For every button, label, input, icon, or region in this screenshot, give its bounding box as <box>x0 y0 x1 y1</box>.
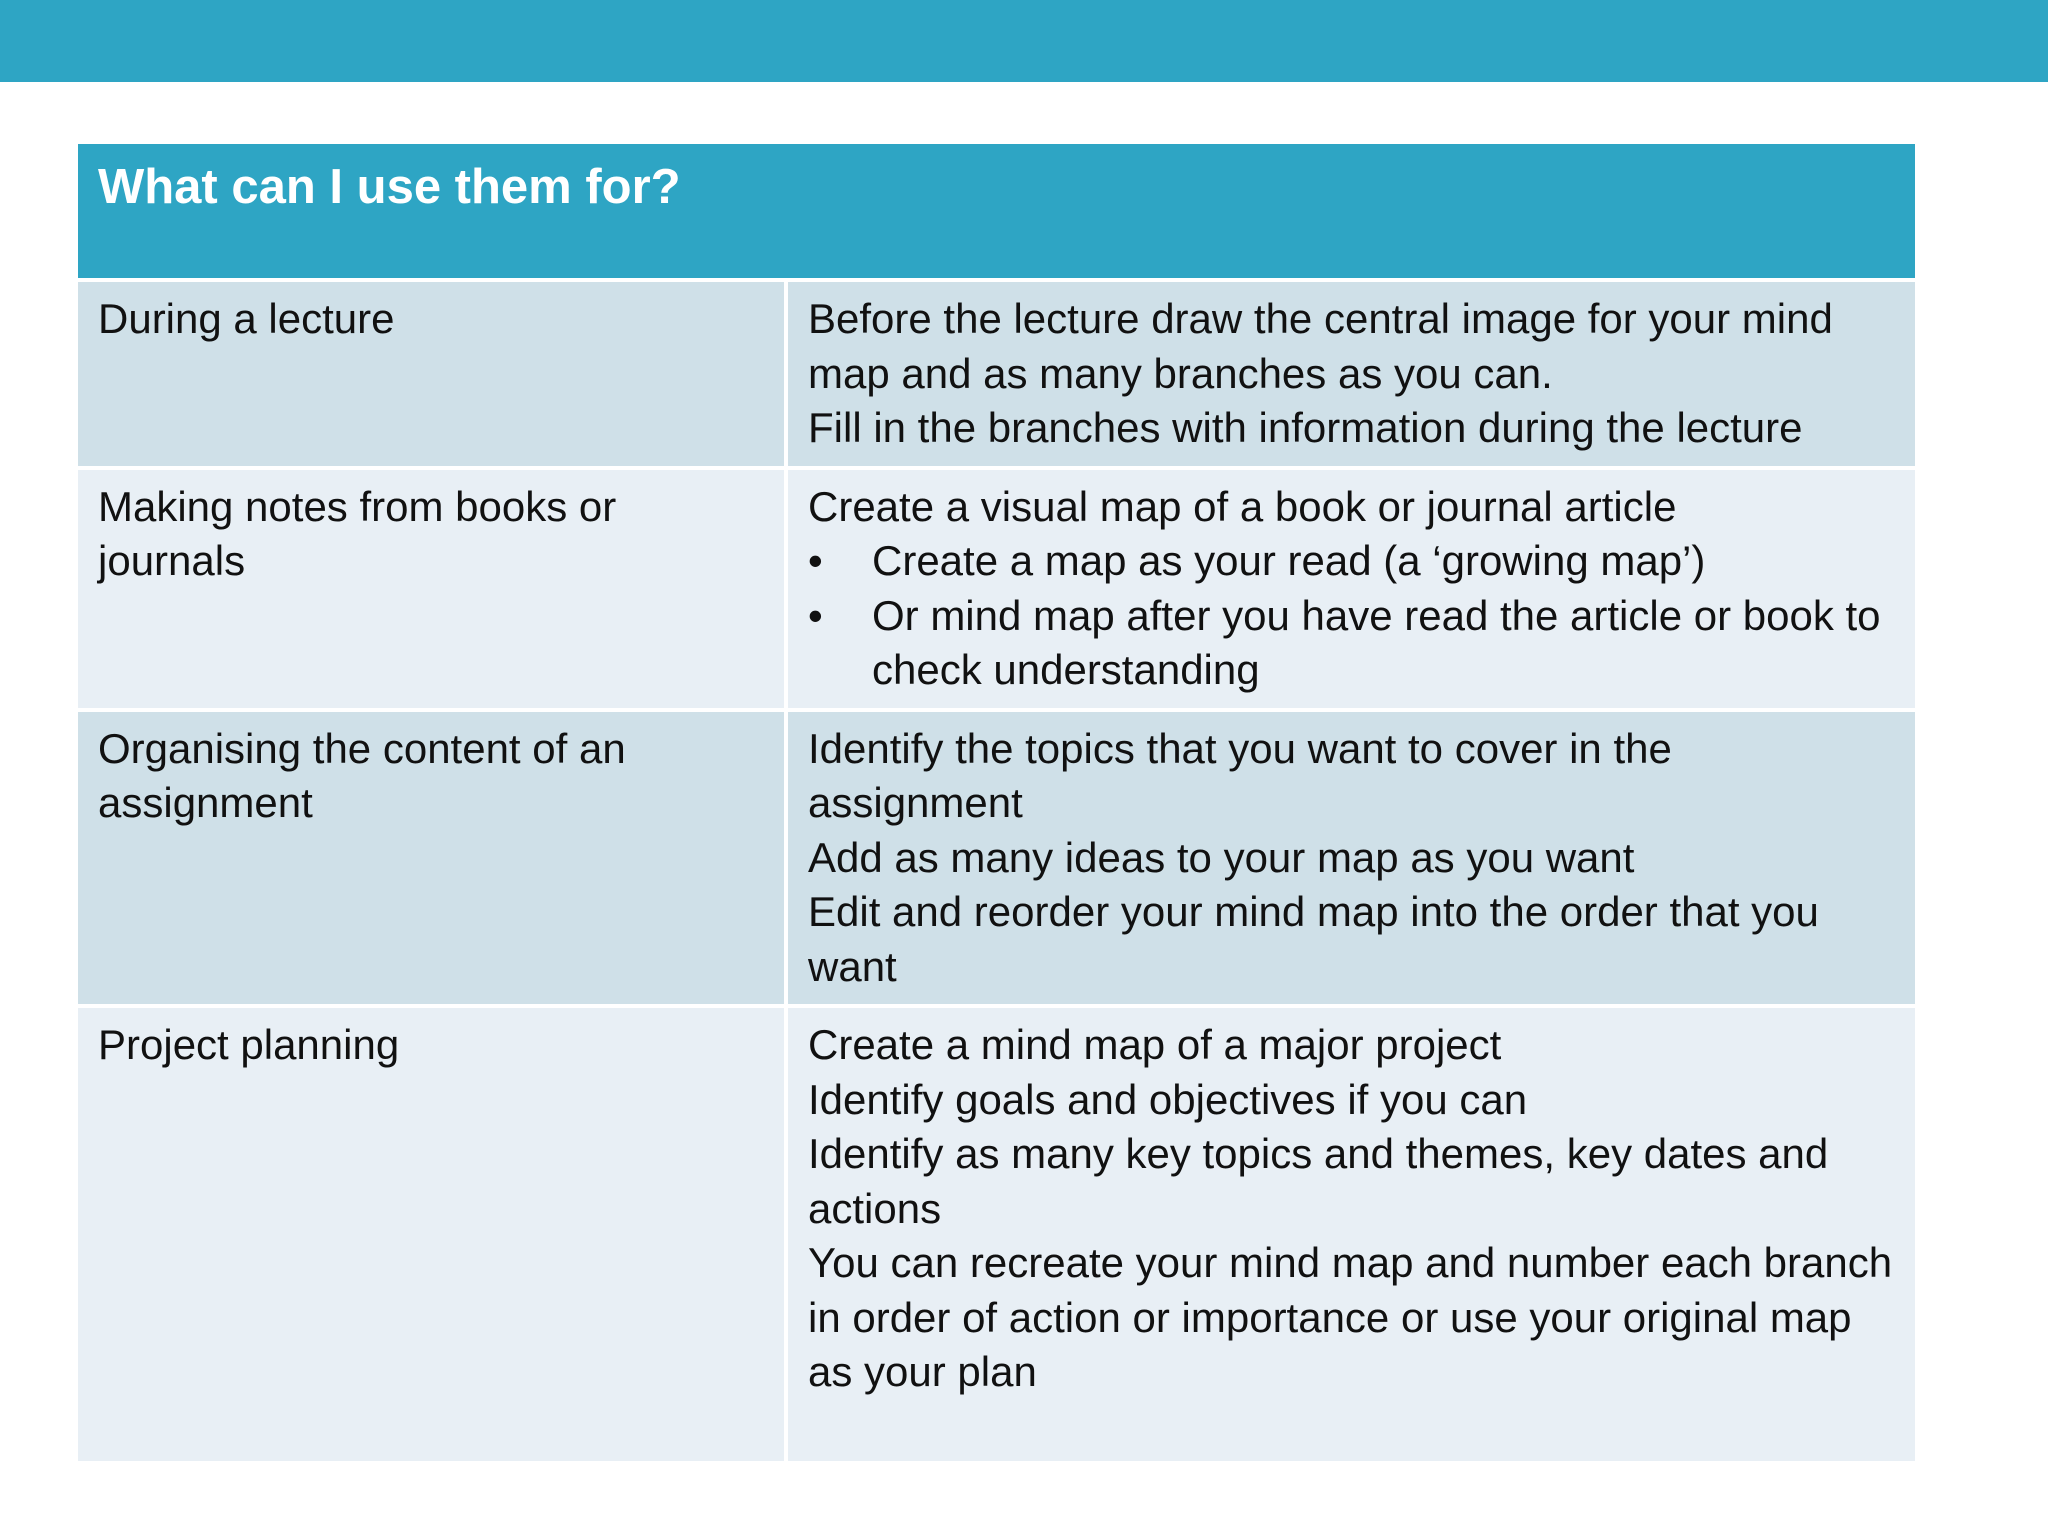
description-line: Identify as many key topics and themes, key dates and actions <box>808 1130 1829 1232</box>
row-label: During a lecture <box>76 280 786 468</box>
table-row <box>76 1006 1917 1463</box>
description-line: Identify the topics that you want to cover in the assignment <box>808 724 1672 826</box>
bullet-item <box>808 589 1895 698</box>
bullet-text: Or mind map after you have read the article or book to check understanding <box>872 591 1881 693</box>
usage-table <box>74 140 1919 1465</box>
description-line: Create a mind map of a major project <box>808 1021 1502 1068</box>
top-banner <box>0 0 2048 82</box>
bullet-text: Create a map as your read (a ‘growing map’) <box>872 537 1706 584</box>
table-row <box>76 710 1917 1007</box>
table-title: What can I use them for? <box>76 142 1917 280</box>
description-line: Edit and reorder your mind map into the order that you want <box>808 888 1819 990</box>
row-description <box>786 1006 1917 1463</box>
description-line: Fill in the branches with information during the lecture <box>808 404 1803 451</box>
description-line: You can recreate your mind map and number each branch in order of action or importance or use your original map as your plan <box>808 1239 1893 1395</box>
description-line: Add as many ideas to your map as you want <box>808 833 1635 881</box>
row-description <box>786 468 1917 710</box>
bullet-icon: • <box>808 591 823 639</box>
bullet-icon: • <box>808 537 823 584</box>
row-description <box>786 710 1917 1007</box>
description-line: Create a visual map of a book or journal article <box>808 482 1677 530</box>
table-row <box>76 280 1917 468</box>
description-line: Before the lecture draw the central image for your mind map and as many branches as you can. <box>808 295 1833 397</box>
row-label: Making notes from books or journals <box>76 468 786 710</box>
table-header-row <box>76 142 1917 280</box>
row-label: Project planning <box>76 1006 786 1463</box>
table-row <box>76 468 1917 710</box>
description-line: Identify goals and objectives if you can <box>808 1075 1528 1123</box>
bullet-item <box>808 534 1895 589</box>
row-label: Organising the content of an assignment <box>76 710 786 1007</box>
row-description <box>786 280 1917 468</box>
